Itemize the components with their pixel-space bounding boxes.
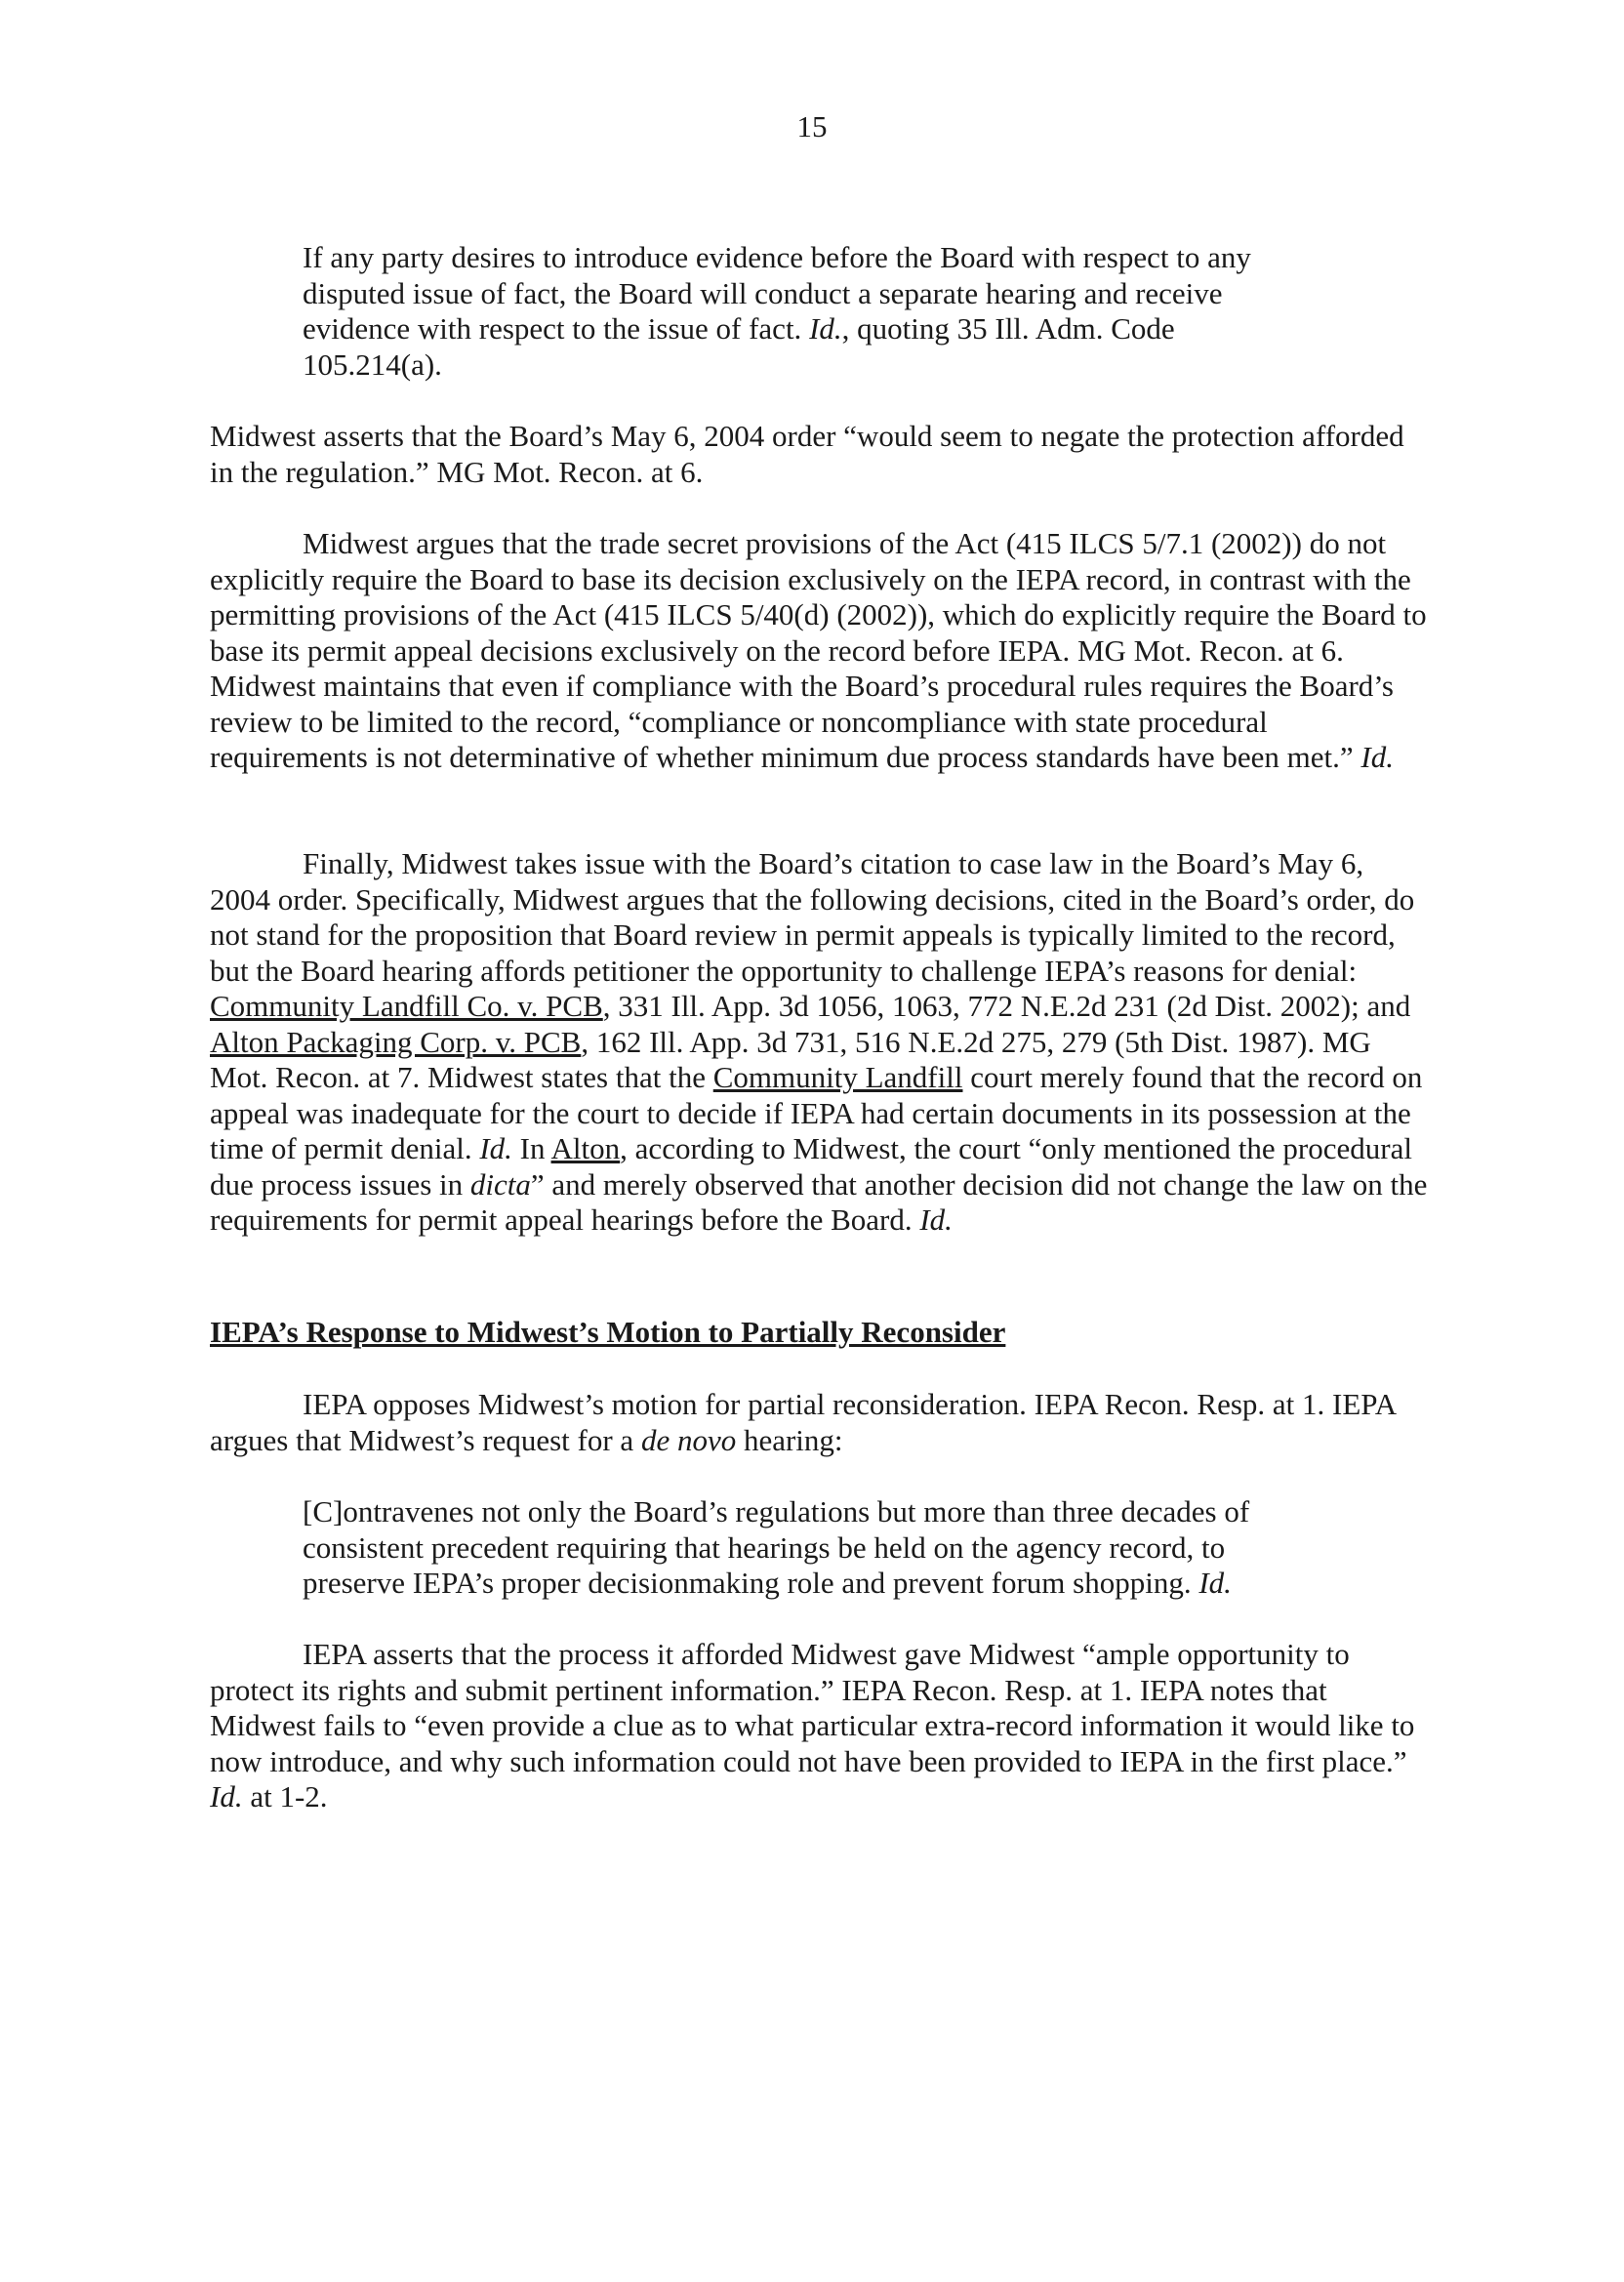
- citation-id: Id.: [1198, 1566, 1232, 1600]
- paragraph-midwest-argues: Midwest argues that the trade secret provisions of the Act (415 ILCS 5/7.1 (2002)) do not explicitly require the Board to base its decision exclusively on the IEPA record, in contrast with the permitting provisions of the Act (415 ILCS 5/40(d) (2002)), which do explicitly require the Board to base its permit appeal decisions exclusively on the record before IEPA. MG Mot. Recon. at 6. Midwest maintains that even if compliance with the Board’s procedural rules requires the Board’s review to be limited to the record, “compliance or noncompliance with state procedural requirements is not determinative of whether minimum due process standards have been met.” Id.: [210, 526, 1427, 774]
- case-citation: Alton Packaging Corp. v. PCB: [210, 1024, 582, 1059]
- case-citation: Community Landfill Co. v. PCB: [210, 989, 603, 1023]
- paragraph-iepa-opposes: IEPA opposes Midwest’s motion for partial reconsideration. IEPA Recon. Resp. at 1. IEPA argues that Midwest’s request for a de novo hearing:: [210, 1387, 1396, 1457]
- block-quote-regulation: If any party desires to introduce evidence before the Board with respect to any disputed issue of fact, the Board will conduct a separate hearing and receive evidence with respect to the issue of fact. Id., quoting 35 Ill. Adm. Code 105.214(a).: [303, 240, 1251, 382]
- citation-id: Id.: [919, 1202, 953, 1237]
- paragraph-finally: Finally, Midwest takes issue with the Board’s citation to case law in the Board’s May 6, 2004 order. Specifically, Midwest argues that the following decisions, cited in the Board’s order, do not stand for the proposition that Board review in permit appeals is typically limited to the record, but the Board hearing affords petitioner the opportunity to challenge IEPA’s reasons for denial: Community Landfill Co. v. PCB, 331 Ill. App. 3d 1056, 1063, 772 N.E.2d 231 (2d Dist. 2002); and Alton Packaging Corp. v. PCB, 162 Ill. App. 3d 731, 516 N.E.2d 275, 279 (5th Dist. 1987). MG Mot. Recon. at 7. Midwest states that the Community Landfill court merely found that the record on appeal was inadequate for the court to decide if IEPA had certain documents in its possession at the time of permit denial. Id. In Alton, according to Midwest, the court “only mentioned the procedural due process issues in dicta” and merely observed that another decision did not change the law on the requirements for permit appeal hearings before the Board. Id.: [210, 846, 1428, 1237]
- latin-term: de novo: [640, 1422, 737, 1457]
- citation-id: Id.: [210, 1779, 243, 1813]
- citation-id: Id.: [479, 1131, 512, 1165]
- page-number: 15: [796, 109, 828, 143]
- latin-term: dicta: [469, 1166, 531, 1202]
- case-citation: Alton: [550, 1131, 621, 1165]
- paragraph-iepa-asserts: IEPA asserts that the process it afforded Midwest gave Midwest “ample opportunity to protect its rights and submit pertinent information.” IEPA Recon. Resp. at 1. IEPA notes that Midwest fails to “even provide a clue as to what particular extra-record information it would like to now introduce, and why such information could not have been provided to IEPA in the first place.” Id. at 1-2.: [210, 1637, 1415, 1813]
- citation-id: Id.: [809, 311, 842, 346]
- citation-id: Id.: [1360, 740, 1394, 774]
- section-heading: IEPA’s Response to Midwest’s Motion to Partially Reconsider: [210, 1315, 1006, 1349]
- case-citation: Community Landfill: [712, 1060, 963, 1094]
- paragraph-midwest-asserts: Midwest asserts that the Board’s May 6, 2004 order “would seem to negate the protection afforded in the regulation.” MG Mot. Recon. at 6.: [210, 419, 1404, 489]
- block-quote-iepa: [C]ontravenes not only the Board’s regulations but more than three decades of consistent precedent requiring that hearings be held on the agency record, to preserve IEPA’s proper decisionmaking role and prevent forum shopping. Id.: [303, 1494, 1250, 1600]
